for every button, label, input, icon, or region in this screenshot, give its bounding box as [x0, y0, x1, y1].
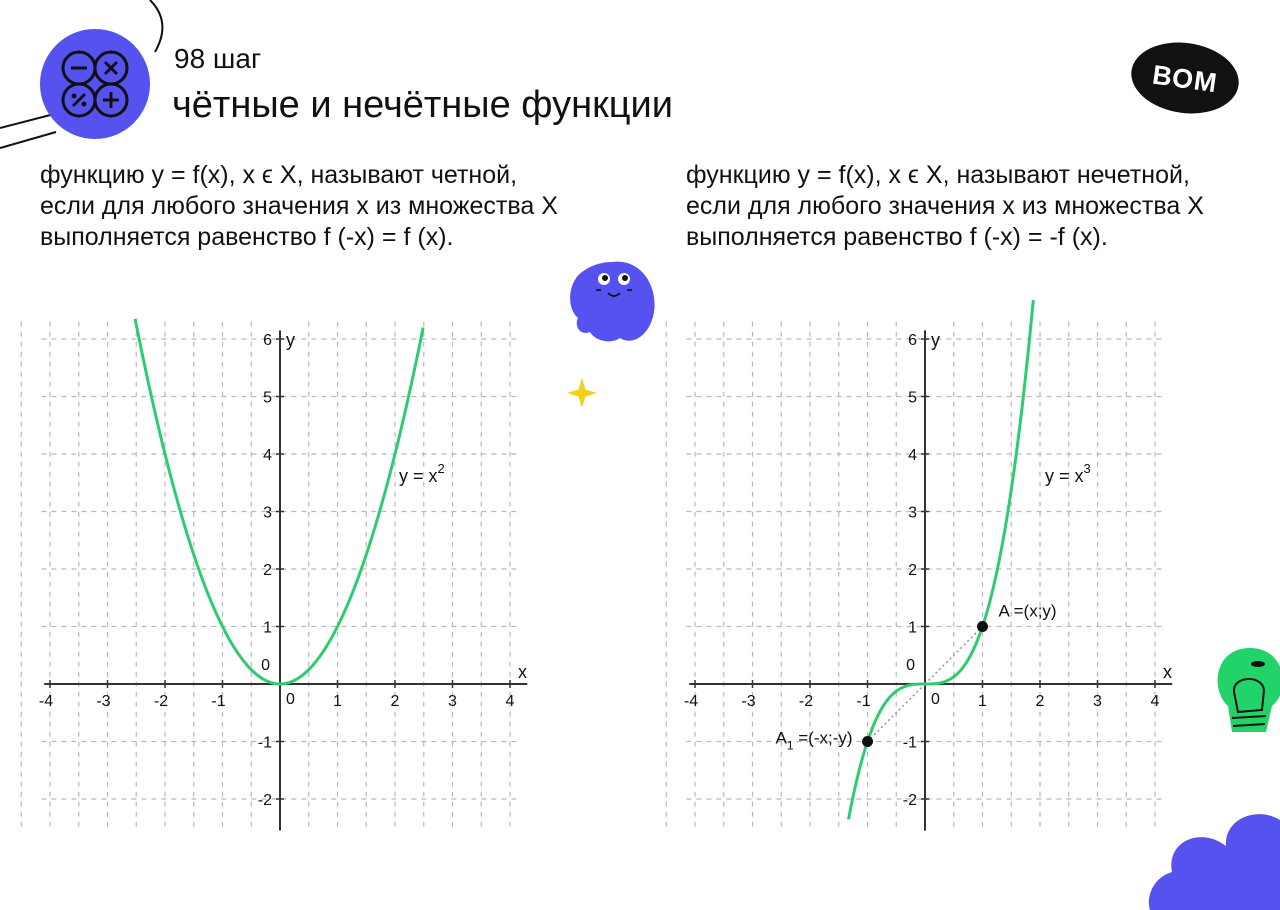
y-tick-label: -2 [257, 792, 272, 809]
point-label-rest: =(-x;-y) [793, 728, 853, 748]
page-title: чётные и нечётные функции [172, 84, 673, 126]
y-tick-label: 6 [908, 332, 917, 349]
definition-line: функцию y = f(x), x ϵ X, называют четной, [40, 161, 518, 189]
x-tick-label: -2 [153, 693, 169, 710]
point-label: A =(x;y) [998, 601, 1057, 621]
point-label [776, 729, 853, 753]
definition-line: функцию y = f(x), x ϵ X, называют нечетной, [686, 161, 1190, 189]
definition-line: выполняется равенство f (-x) = f (x). [40, 223, 454, 251]
y-tick-label: 1 [908, 619, 917, 637]
y-tick-label: 2 [908, 562, 917, 579]
x-tick-label: 2 [1035, 693, 1045, 710]
x-tick-label: 4 [505, 693, 515, 710]
step-number: 98 шаг [174, 43, 262, 74]
x-tick-label: 1 [333, 693, 342, 710]
y-tick-label: 5 [908, 389, 917, 407]
x-tick-label: -4 [38, 693, 54, 710]
corner-line-top [150, 0, 162, 52]
math-operations-icon [40, 29, 150, 139]
x-tick-label: -4 [683, 693, 699, 710]
origin-label-x: 0 [931, 691, 940, 708]
curve-label-base: y = x [1045, 466, 1084, 486]
point-label-main: A [775, 728, 787, 748]
point-marker [862, 736, 873, 747]
curve-label [1045, 461, 1091, 486]
x-tick-label: 4 [1150, 693, 1160, 710]
curve-label-exponent: 2 [437, 461, 445, 476]
origin-label-y: 0 [261, 657, 270, 674]
y-tick-label: -1 [902, 734, 917, 752]
x-axis-label: x [518, 662, 527, 682]
origin-label-x: 0 [286, 691, 295, 708]
x-tick-label: 2 [390, 693, 400, 710]
x-tick-label: 3 [448, 693, 457, 710]
y-tick-label: 3 [908, 504, 917, 522]
definition-line: выполняется равенство f (-x) = -f (x). [686, 223, 1108, 251]
y-tick-label: 2 [263, 562, 272, 579]
definition-line: если для любого значения x из множества X [686, 192, 1204, 220]
y-tick-label: -2 [902, 792, 917, 809]
point-marker [977, 621, 988, 632]
x-tick-label: -2 [798, 693, 814, 710]
x-tick-label: 3 [1093, 693, 1102, 710]
y-axis-label: y [286, 330, 295, 350]
odd-function-definition [686, 160, 1204, 253]
y-tick-label: -1 [257, 734, 272, 752]
y-tick-label: 4 [908, 447, 917, 464]
corner-line-left-2 [0, 132, 56, 148]
chart-even-function [0, 300, 640, 860]
even-function-definition [40, 160, 558, 253]
x-tick-label: -1 [856, 693, 871, 710]
x-tick-label: -3 [741, 693, 756, 710]
definition-line: если для любого значения x из множества X [40, 192, 558, 220]
logo-text: ВОМ [1150, 59, 1220, 99]
curve-label-exponent: 3 [1083, 461, 1091, 476]
curve-label-base: y = x [399, 466, 438, 486]
y-axis-label: y [931, 330, 940, 350]
y-tick-label: 1 [263, 619, 272, 637]
curve-label [399, 461, 445, 486]
y-tick-label: 4 [263, 447, 272, 464]
chart-odd-function [640, 300, 1280, 860]
point-label-subscript: 1 [786, 738, 794, 753]
origin-label-y: 0 [906, 657, 915, 674]
y-tick-label: 5 [263, 389, 272, 407]
y-tick-label: 3 [263, 504, 272, 522]
x-tick-label: 1 [978, 693, 987, 710]
x-tick-label: -3 [96, 693, 111, 710]
y-tick-label: 6 [263, 332, 272, 349]
x-tick-label: -1 [211, 693, 226, 710]
x-axis-label: x [1163, 662, 1172, 682]
